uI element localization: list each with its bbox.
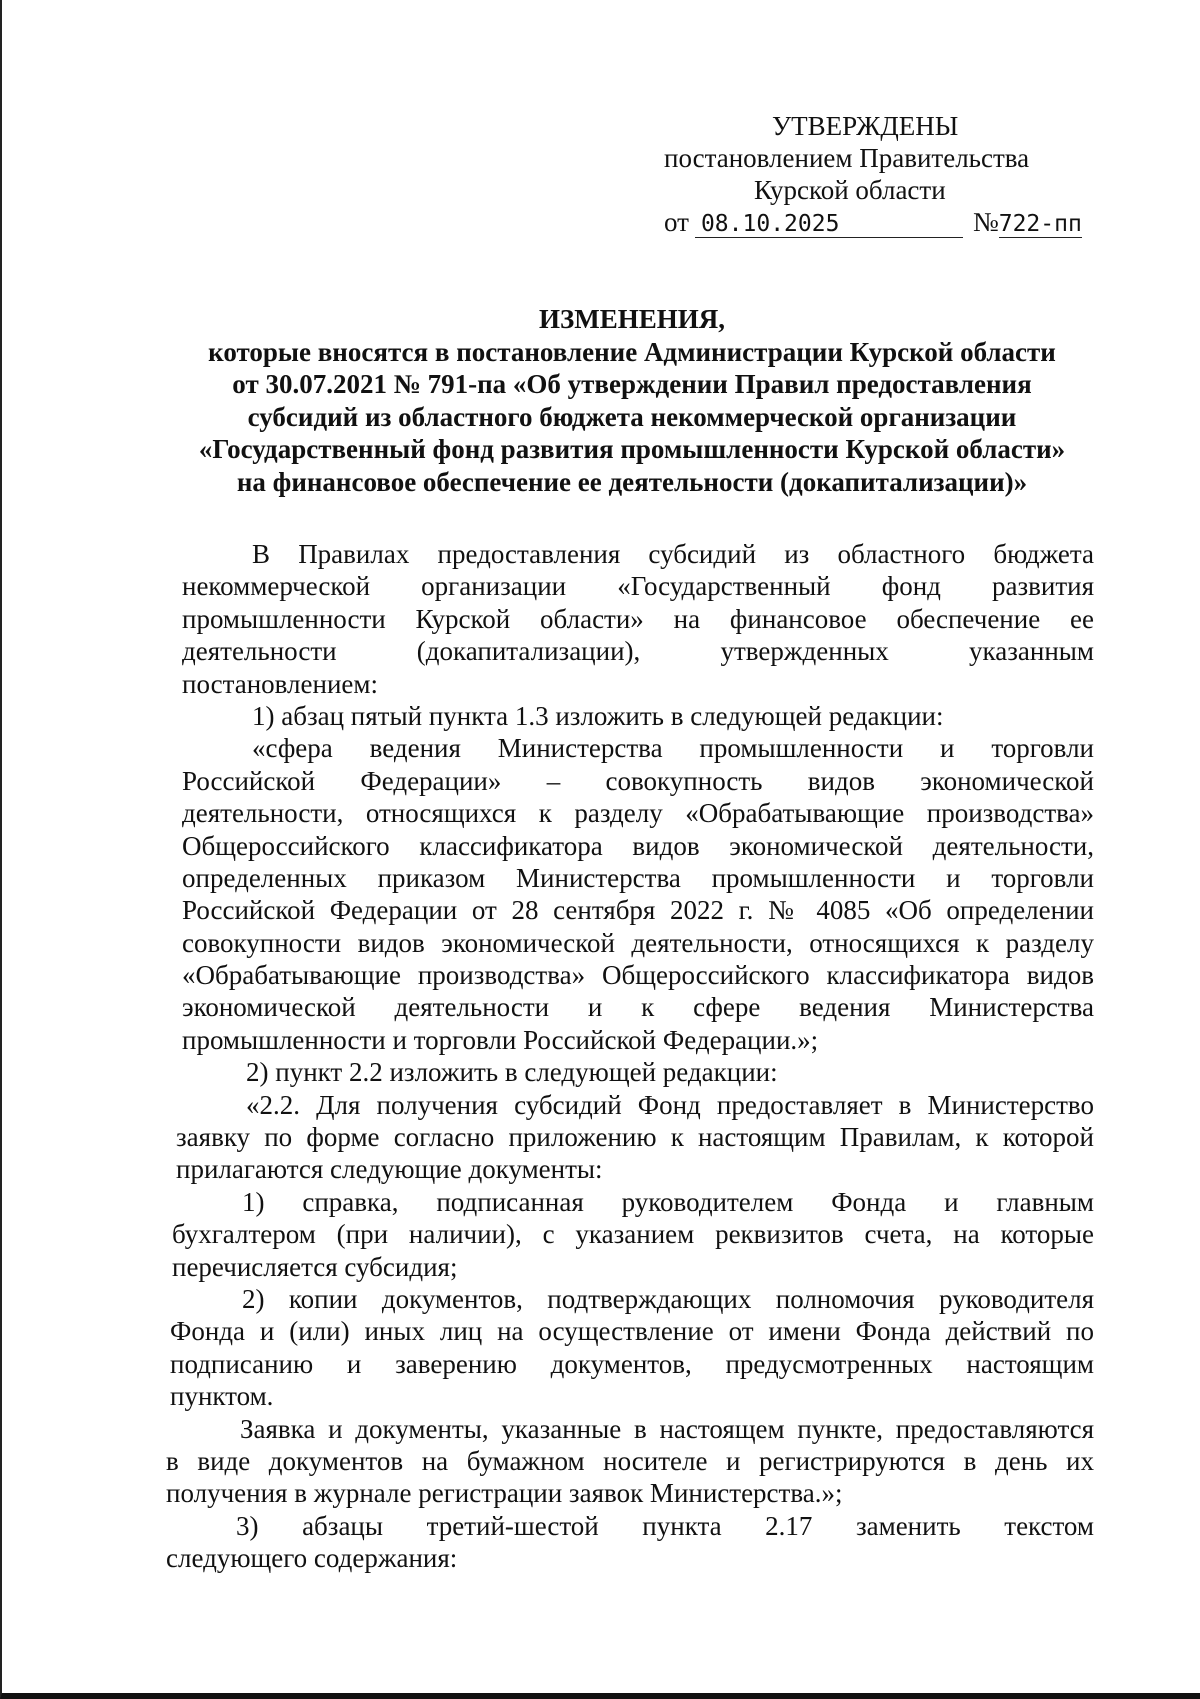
- decree-date: 08.10.2025: [695, 211, 963, 238]
- title-line: которые вносятся в постановление Администрации Курской области: [208, 336, 1056, 367]
- approved-label: УТВЕРЖДЕНЫ: [772, 111, 959, 141]
- paragraph-first-line: В Правилах предоставления субсидий из областного бюджета: [252, 539, 1094, 569]
- document-body: [166, 538, 1094, 1575]
- paragraph-line: постановлением:: [182, 668, 378, 699]
- date-number-line: [664, 206, 1092, 238]
- paragraph-line: прилагаются следующие документы:: [176, 1154, 603, 1185]
- paragraph-line: подписанию и заверению документов, предусмотренных настоящим: [170, 1348, 1094, 1379]
- paragraph-first-line: «сфера ведения Министерства промышленности и торговли: [252, 733, 1094, 764]
- paragraph-first-line: 2) копии документов, подтверждающих полномочия руководителя: [242, 1283, 1094, 1314]
- number-prefix: №: [972, 207, 999, 237]
- approval-stamp: [642, 110, 1092, 238]
- decree-label: постановлением Правительства: [664, 143, 1030, 173]
- paragraph-line: перечисляется субсидия;: [172, 1251, 458, 1282]
- paragraph-first-line: 1) справка, подписанная руководителем Фонда и главным: [242, 1186, 1094, 1217]
- title-line: от 30.07.2021 № 791-па «Об утверждении Правил предоставления: [232, 369, 1032, 400]
- paragraph-line: в виде документов на бумажном носителе и регистрируются в день их: [166, 1445, 1094, 1476]
- paragraph-line: Общероссийского классификатора видов экономической деятельности,: [182, 830, 1094, 861]
- paragraph-line: пунктом.: [170, 1381, 274, 1412]
- paragraph-line: бухгалтером (при наличии), с указанием реквизитов счета, на которые: [172, 1219, 1094, 1250]
- paragraph-line: Российской Федерации от 28 сентября 2022 г. № 4085 «Об определении: [182, 895, 1094, 926]
- paragraph-line: определенных приказом Министерства промышленности и торговли: [182, 862, 1094, 893]
- paragraph-line: экономической деятельности и к сфере ведения Министерства: [182, 992, 1094, 1023]
- paragraph-first-line: «2.2. Для получения субсидий Фонд предоставляет в Министерство: [246, 1089, 1094, 1120]
- paragraph-line: промышленности Курской области» на финансовое обеспечение ее: [182, 603, 1094, 634]
- date-prefix: от: [664, 207, 689, 237]
- paragraph-line: Фонда и (или) иных лиц на осуществление от имени Фонда действий по: [170, 1316, 1094, 1347]
- decree-number: 722-пп: [998, 211, 1082, 237]
- paragraph-first-line: 1) абзац пятый пункта 1.3 изложить в следующей редакции:: [252, 700, 944, 731]
- paragraph-line: деятельности (докапитализации), утвержденных указанным: [182, 636, 1094, 667]
- paragraph-line: промышленности и торговли Российской Федерации.»;: [182, 1024, 819, 1055]
- paragraph-line: заявку по форме согласно приложению к настоящим Правилам, к которой: [176, 1122, 1094, 1153]
- paragraph-line: получения в журнале регистрации заявок Министерства.»;: [166, 1478, 843, 1509]
- document-title: [162, 303, 1102, 499]
- paragraph-line: деятельности, относящихся к разделу «Обрабатывающие производства»: [182, 798, 1094, 829]
- title-line: на финансовое обеспечение ее деятельности (докапитализации)»: [236, 466, 1028, 497]
- paragraph-line: «Обрабатывающие производства» Общероссийского классификатора видов: [182, 960, 1094, 991]
- paragraph-first-line: 2) пункт 2.2 изложить в следующей редакции:: [246, 1057, 778, 1088]
- title-line: «Государственный фонд развития промышленности Курской области»: [198, 434, 1066, 465]
- paragraph-line: следующего содержания:: [166, 1543, 458, 1574]
- paragraph-first-line: Заявка и документы, указанные в настоящем пункте, предоставляются: [240, 1413, 1094, 1444]
- paragraph-first-line: 3) абзацы третий-шестой пункта 2.17 заменить текстом: [236, 1510, 1094, 1541]
- title-line: субсидий из областного бюджета некоммерческой организации: [247, 401, 1017, 432]
- paragraph-line: совокупности видов экономической деятельности, относящихся к разделу: [182, 927, 1094, 958]
- region-label: Курской области: [754, 175, 946, 205]
- paragraph-line: некоммерческой организации «Государственный фонд развития: [182, 571, 1094, 602]
- title-heading: ИЗМЕНЕНИЯ,: [538, 304, 725, 334]
- paragraph-line: Российской Федерации» – совокупность видов экономической: [182, 765, 1094, 796]
